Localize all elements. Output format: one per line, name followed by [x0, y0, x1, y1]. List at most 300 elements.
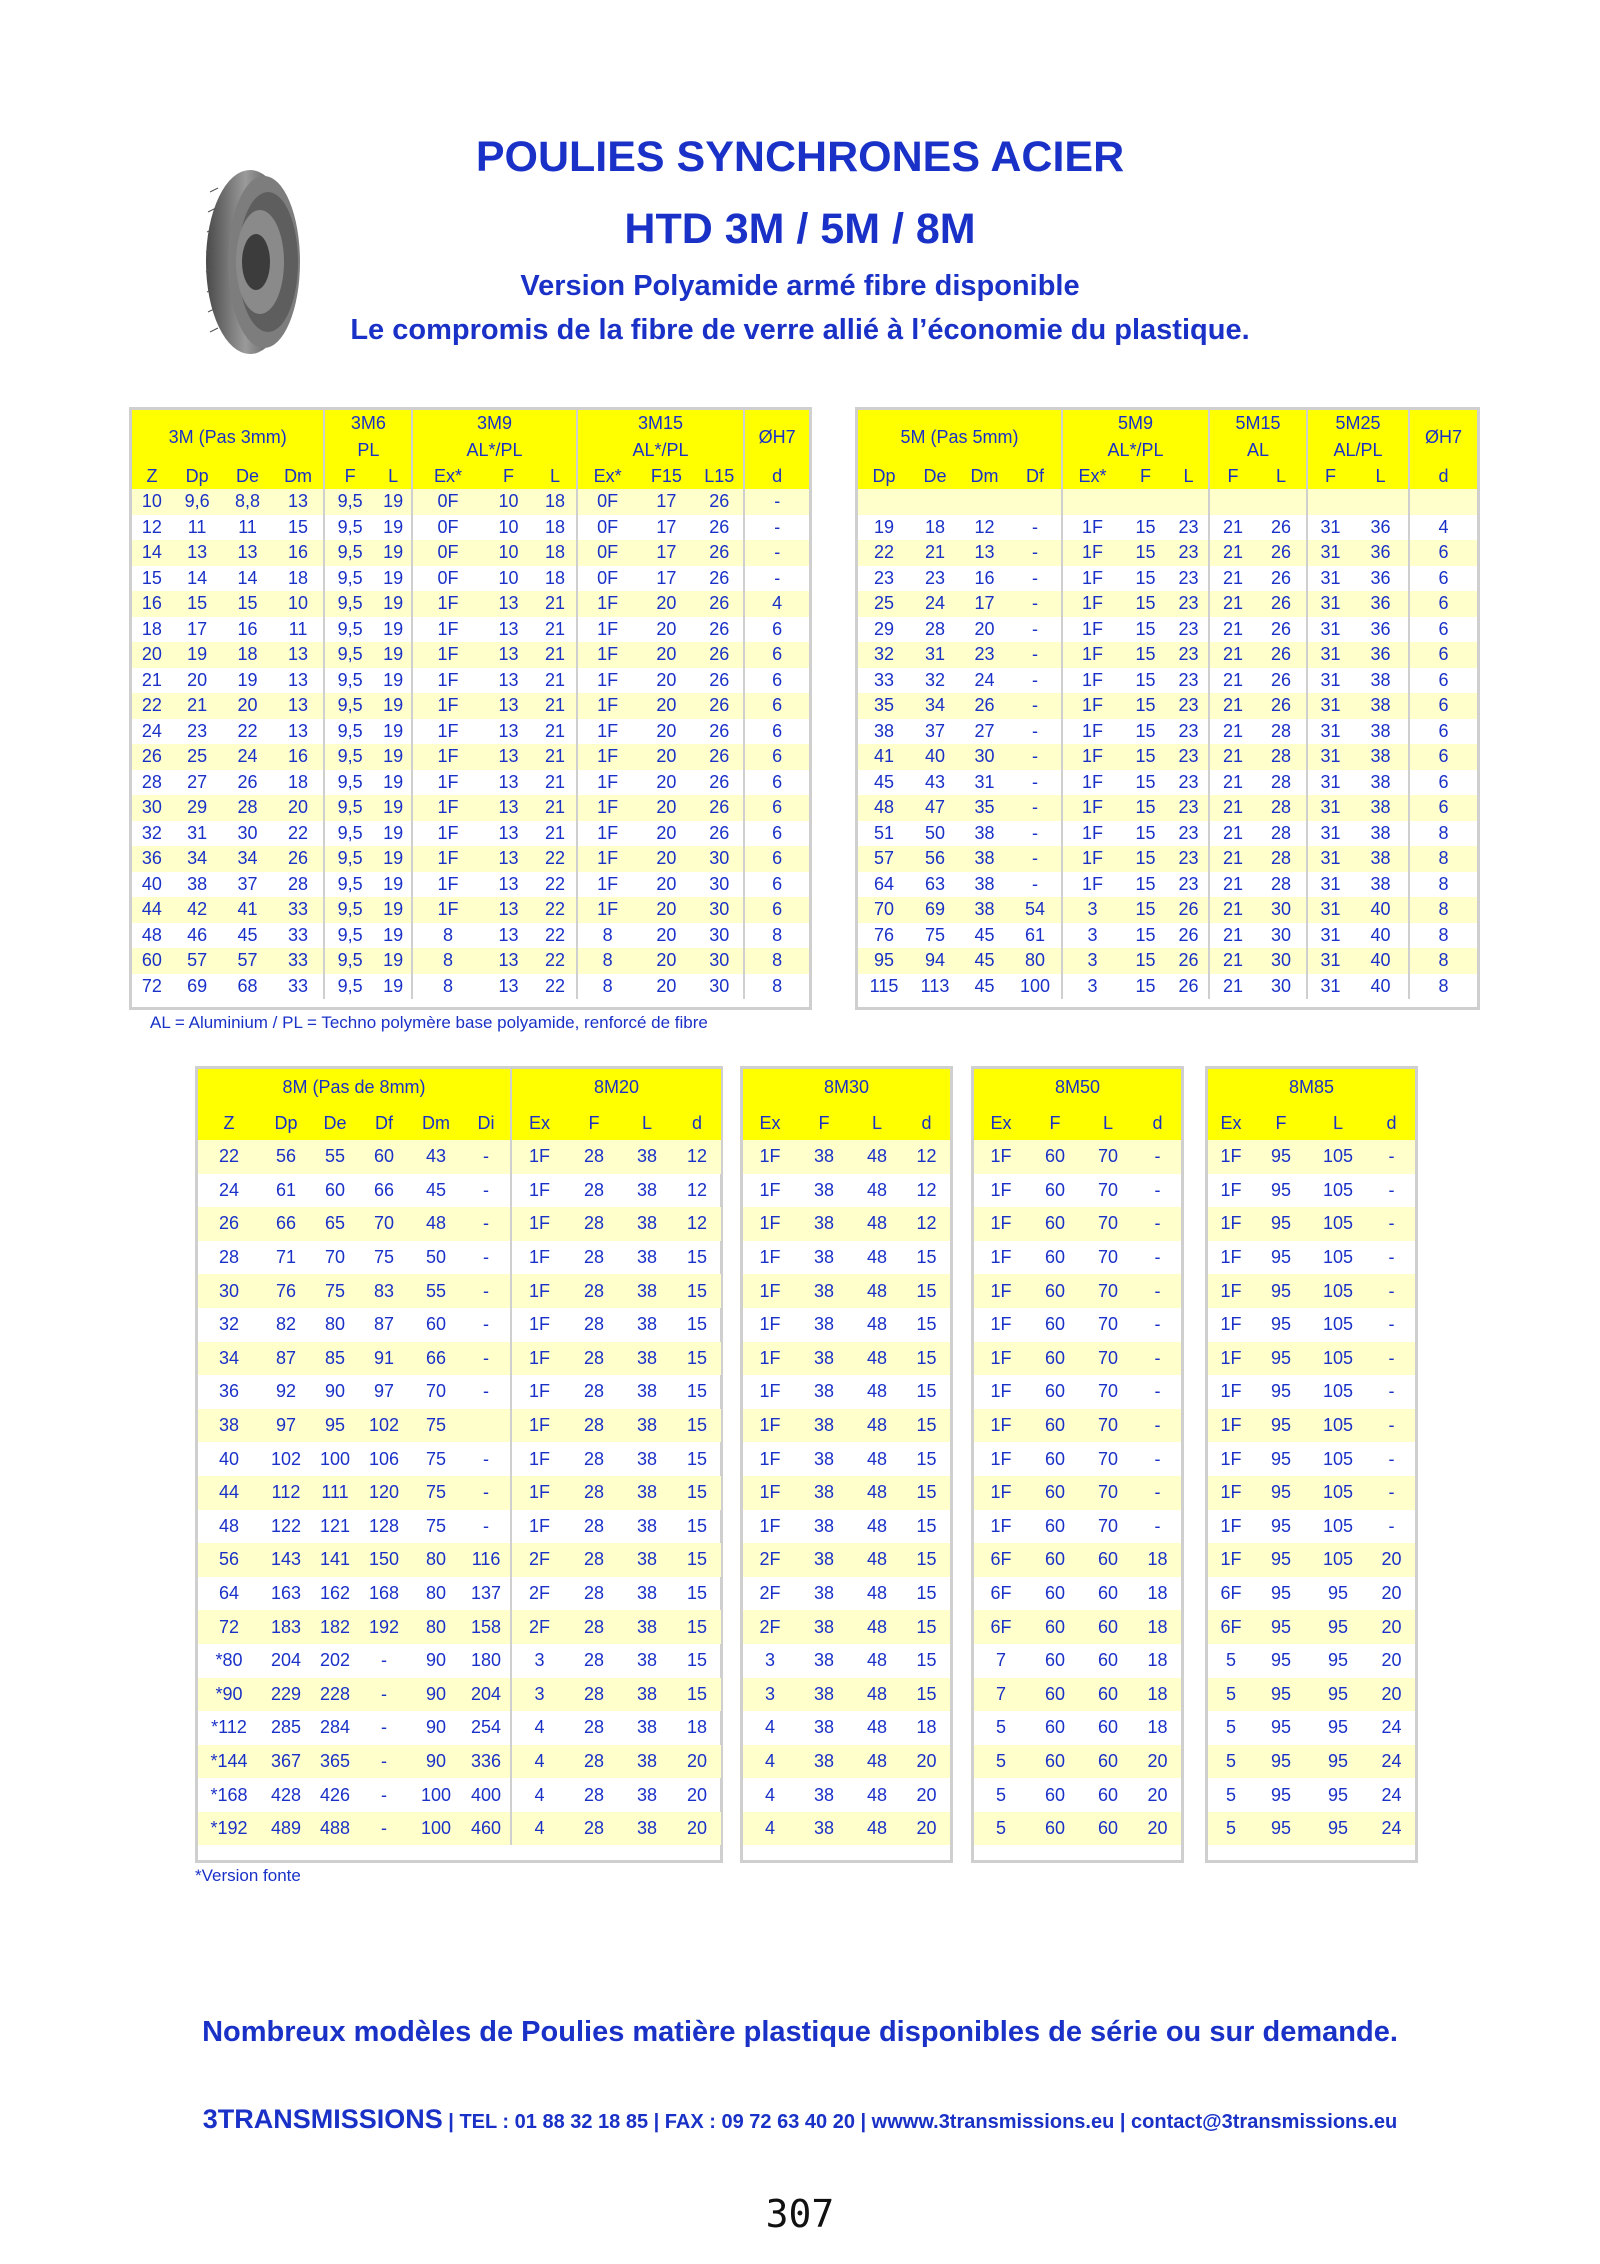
table-row	[198, 1510, 510, 1544]
table-cell: 60	[132, 948, 172, 974]
table-cell	[1353, 489, 1409, 515]
table-row	[858, 795, 1477, 821]
table-cell	[1209, 489, 1256, 515]
table-cell: 19	[383, 771, 404, 792]
table-cell: 9,5	[324, 668, 374, 694]
t5m-col-header: L	[1353, 464, 1409, 489]
table-cell: 1F	[577, 719, 638, 745]
table-cell: 10	[483, 540, 535, 566]
table-row	[974, 1174, 1181, 1208]
page-title: POULIES SYNCHRONES ACIER	[475, 133, 1125, 181]
table-row	[511, 1140, 721, 1174]
table-cell: 70	[1082, 1342, 1134, 1376]
table-cell: 180	[471, 1650, 502, 1671]
table-cell: 18	[534, 489, 576, 515]
table-cell: 32	[141, 822, 162, 843]
table-cell: 60	[1044, 1650, 1066, 1671]
table-cell: 13	[273, 693, 325, 719]
table-cell: 9,5	[324, 821, 374, 847]
table-cell: 24	[141, 720, 162, 741]
table-cell: -	[1009, 693, 1062, 719]
table-cell: 12	[974, 516, 995, 537]
table-cell: 22	[544, 975, 565, 996]
table-cell: -	[462, 1140, 510, 1174]
header-3m: 3M (Pas 3mm)	[132, 410, 324, 464]
table-cell: 21	[544, 669, 565, 690]
table-cell: 38	[1370, 669, 1391, 690]
table-cell: 1F	[759, 1448, 781, 1469]
table-cell: 48	[851, 1476, 903, 1510]
table-cell: -	[1368, 1409, 1415, 1443]
table-cell: 38	[1370, 873, 1391, 894]
table-cell: 95	[1270, 1314, 1292, 1335]
table-cell: 204	[270, 1650, 302, 1671]
table-cell: 0F	[412, 540, 482, 566]
table-cell: 40	[218, 1448, 240, 1469]
table-cell: 45	[425, 1179, 447, 1200]
t5m-col-header: F	[1122, 464, 1169, 489]
table-cell: 4	[743, 1812, 797, 1846]
table-cell: 95	[1254, 1409, 1308, 1443]
table-cell: 15	[1135, 567, 1156, 588]
table-cell: 13	[288, 720, 309, 741]
table-cell: 32	[858, 642, 910, 668]
table-cell: 0F	[577, 566, 638, 592]
table-cell: 18	[534, 540, 576, 566]
table-cell: 20	[916, 1784, 937, 1805]
table-row	[974, 1812, 1181, 1846]
table-cell: 31	[1307, 923, 1353, 949]
table-cell: 15	[903, 1610, 950, 1644]
table-cell: 20	[1381, 1583, 1402, 1604]
table-cell: 1F	[1062, 821, 1122, 847]
table-cell: 1F	[1062, 515, 1122, 541]
table-cell: 60	[1028, 1678, 1082, 1712]
t3m-col-header: F	[483, 464, 535, 489]
table-cell: 48	[866, 1650, 888, 1671]
table-cell: 8	[1409, 872, 1477, 898]
table-cell: 60	[1082, 1678, 1134, 1712]
table-row	[132, 566, 809, 592]
table-cell: 100	[1019, 975, 1051, 996]
table-cell: 21	[1209, 974, 1256, 1000]
table-row	[974, 1577, 1181, 1611]
table-cell: 1F	[1220, 1381, 1242, 1402]
table-cell: 42	[172, 897, 222, 923]
table-cell: 60	[1028, 1207, 1082, 1241]
table-cell: 150	[358, 1543, 410, 1577]
table-cell: 60	[1044, 1717, 1066, 1738]
table-cell: 26	[695, 591, 744, 617]
table-cell: 66	[373, 1179, 395, 1200]
table-cell: 14	[132, 540, 172, 566]
table-cell: -	[1368, 1476, 1415, 1510]
table-row	[858, 591, 1477, 617]
table-cell: 24	[974, 669, 995, 690]
table-cell: 15	[1135, 975, 1156, 996]
table-cell: 19	[873, 516, 895, 537]
table-cell: 21	[1209, 744, 1256, 770]
table-cell: 28	[567, 1678, 621, 1712]
t8base-col-header: Di	[462, 1106, 510, 1140]
table-cell: 38	[797, 1812, 851, 1846]
table-row	[743, 1778, 950, 1812]
table-cell: 6	[1409, 566, 1477, 592]
table-cell: 13	[960, 540, 1009, 566]
table-cell: 9,5	[324, 540, 374, 566]
bottom-banner: Nombreux modèles de Poulies matière plastique disponibles de série ou sur demande.	[202, 2016, 1398, 2048]
table-cell: 26	[1169, 948, 1209, 974]
table-cell: 38	[813, 1314, 835, 1335]
table-cell: 19	[375, 744, 413, 770]
table-cell: 6	[744, 846, 809, 872]
table-cell: 61	[1024, 924, 1046, 945]
table-row	[132, 719, 809, 745]
table-cell: 1F	[511, 1174, 567, 1208]
table-cell: 23	[1169, 591, 1209, 617]
table-cell: 158	[462, 1610, 510, 1644]
table-cell: -	[1154, 1179, 1161, 1200]
table-cell: 29	[172, 795, 222, 821]
table-row	[198, 1812, 510, 1846]
table-cell: 6	[744, 719, 809, 745]
table-cell: 15	[916, 1583, 937, 1604]
table-8m50	[974, 1069, 1181, 1845]
table-cell: 34	[222, 846, 272, 872]
table-cell: 38	[813, 1650, 835, 1671]
table-cell: 9,5	[324, 642, 374, 668]
table-cell: 18	[1147, 1717, 1168, 1738]
table-cell: 15	[673, 1543, 721, 1577]
sub-5m15: AL	[1209, 437, 1307, 464]
table-cell: 75	[924, 924, 946, 945]
table-cell: 57	[222, 948, 272, 974]
table-cell: 1F	[1062, 642, 1122, 668]
table-cell: 26	[1271, 618, 1292, 639]
table-cell: 15	[687, 1247, 708, 1268]
table-cell: 1F	[577, 744, 638, 770]
table-cell: 30	[695, 846, 744, 872]
table-cell	[1256, 489, 1307, 515]
table-cell: 46	[187, 924, 208, 945]
t8m30-col-header: L	[851, 1106, 903, 1140]
table-cell: 1F	[1062, 795, 1122, 821]
table-cell: 19	[375, 489, 413, 515]
version-line: Version Polyamide armé fibre disponible	[520, 270, 1080, 302]
table-cell: 17	[656, 516, 677, 537]
table-cell: 6F	[974, 1543, 1028, 1577]
table-cell: 21	[1209, 948, 1256, 974]
table-cell: 36	[132, 846, 172, 872]
table-row	[132, 770, 809, 796]
table-cell: 20	[656, 771, 677, 792]
table-cell: 15	[916, 1314, 937, 1335]
table-cell: 75	[410, 1476, 462, 1510]
table-row	[132, 795, 809, 821]
table-cell: 20	[638, 897, 695, 923]
table-row	[1208, 1409, 1415, 1443]
table-cell: 66	[260, 1207, 312, 1241]
table-cell: 13	[483, 897, 535, 923]
table-cell: 80	[410, 1610, 462, 1644]
table-cell	[1062, 489, 1122, 515]
table-cell: 28	[583, 1515, 605, 1536]
table-cell: 95	[1308, 1812, 1368, 1846]
table-cell: 27	[974, 720, 995, 741]
table-row	[858, 948, 1477, 974]
table-cell: -	[483, 1247, 490, 1268]
table-cell: 64	[218, 1583, 240, 1604]
table-cell: 18	[924, 516, 946, 537]
table-cell: 24	[1368, 1745, 1415, 1779]
table-cell: 6	[744, 744, 809, 770]
table-cell: 15	[1122, 642, 1169, 668]
table-cell: 12	[687, 1179, 708, 1200]
table-cell: -	[1154, 1448, 1161, 1469]
table-cell: 10	[498, 516, 519, 537]
table-cell: 26	[1271, 669, 1292, 690]
table-cell: 38	[797, 1543, 851, 1577]
table-cell: 22	[237, 720, 258, 741]
table-cell: 13	[222, 540, 272, 566]
table-cell: 48	[851, 1409, 903, 1443]
table-cell: 4	[764, 1717, 775, 1738]
table-cell: 64	[873, 873, 895, 894]
table-cell: 23	[1178, 873, 1199, 894]
table-cell: 37	[237, 873, 258, 894]
table-cell: 21	[1209, 591, 1256, 617]
table-cell: 28	[567, 1745, 621, 1779]
table-cell: 38	[636, 1247, 658, 1268]
table-cell: -	[1032, 669, 1038, 690]
table-cell: 19	[172, 642, 222, 668]
table-cell: 6	[1409, 591, 1477, 617]
table-row	[974, 1274, 1181, 1308]
table-cell: -	[381, 1784, 387, 1805]
table-cell: 5	[974, 1812, 1028, 1846]
table-cell: 95	[1254, 1207, 1308, 1241]
table-cell: 20	[974, 618, 995, 639]
table-cell: 26	[1256, 540, 1307, 566]
table-cell: 60	[425, 1314, 447, 1335]
table-cell: 2F	[511, 1610, 567, 1644]
table-cell: 15	[673, 1274, 721, 1308]
table-cell: 23	[1178, 567, 1199, 588]
table-cell: 9,5	[324, 923, 374, 949]
table-cell: 102	[270, 1448, 302, 1469]
table-cell: 95	[1270, 1247, 1292, 1268]
table-cell: 16	[132, 591, 172, 617]
table-cell: 38	[636, 1650, 658, 1671]
table-cell: 4	[743, 1745, 797, 1779]
table-cell: -	[1134, 1274, 1181, 1308]
table-cell: -	[1032, 618, 1038, 639]
table-cell: 22	[534, 897, 576, 923]
table-row	[974, 1543, 1181, 1577]
table-cell: 8	[744, 974, 809, 1000]
table-cell: 19	[383, 975, 404, 996]
table-row	[198, 1778, 510, 1812]
table-cell: 95	[1270, 1583, 1292, 1604]
table-row	[743, 1241, 950, 1275]
table-cell: 20	[903, 1745, 950, 1779]
table-cell: 20	[638, 744, 695, 770]
tagline: Le compromis de la fibre de verre allié à l’économie du plastique.	[350, 314, 1250, 346]
table-cell: 122	[270, 1515, 302, 1536]
table-cell: 95	[1308, 1610, 1368, 1644]
sub-3m6: PL	[324, 437, 412, 464]
table-cell: 21	[1209, 872, 1256, 898]
table-cell: 15	[1135, 771, 1156, 792]
table-cell: 38	[1370, 771, 1391, 792]
table-row	[974, 1308, 1181, 1342]
table-cell: 21	[1209, 897, 1256, 923]
table-cell: -	[462, 1476, 510, 1510]
table-cell: 5	[1208, 1678, 1254, 1712]
table-cell: 2F	[743, 1543, 797, 1577]
table-cell: 38	[813, 1179, 835, 1200]
table-cell: 31	[1307, 897, 1353, 923]
table-cell: 1F	[759, 1247, 781, 1268]
t8m30-col-header: d	[903, 1106, 950, 1140]
table-cell: 70	[1097, 1179, 1119, 1200]
table-cell: -	[1388, 1381, 1395, 1402]
t5m-col-header: L	[1169, 464, 1209, 489]
table-cell: 56	[198, 1543, 260, 1577]
table-cell: 94	[910, 948, 960, 974]
table-cell: 0F	[412, 515, 482, 541]
table-cell: 15	[916, 1381, 937, 1402]
table-row	[858, 821, 1477, 847]
table-cell: 5	[1225, 1717, 1236, 1738]
table-row	[132, 642, 809, 668]
table-cell: 19	[383, 567, 404, 588]
cast-iron-note: *Version fonte	[195, 1866, 301, 1885]
table-cell: 26	[1256, 642, 1307, 668]
table-cell: -	[1154, 1314, 1161, 1335]
table-cell: 1F	[1220, 1448, 1242, 1469]
table-cell: 489	[260, 1812, 312, 1846]
table-row	[743, 1711, 950, 1745]
table-cell: 23	[1178, 822, 1199, 843]
table-cell: 76	[873, 924, 895, 945]
table-cell: 28	[567, 1543, 621, 1577]
table-cell: 168	[368, 1583, 400, 1604]
table-cell: 28	[567, 1342, 621, 1376]
table-cell: 15	[1122, 846, 1169, 872]
table-cell: 10	[498, 567, 519, 588]
table-cell: 26	[1256, 693, 1307, 719]
t8m20-col-header: L	[621, 1106, 673, 1140]
table-cell: 1F	[1062, 566, 1122, 592]
table-cell: 1F	[511, 1342, 567, 1376]
t3m-col-header: De	[222, 464, 272, 489]
table-cell: 20	[638, 795, 695, 821]
table-cell: 91	[358, 1342, 410, 1376]
table-cell: 50	[425, 1247, 447, 1268]
table-cell: 1F	[511, 1274, 567, 1308]
table-cell: 1F	[412, 668, 482, 694]
table-cell: 95	[1254, 1812, 1308, 1846]
table-cell: 24	[218, 1179, 240, 1200]
table-cell: -	[1032, 720, 1038, 741]
table-cell: 95	[1254, 1342, 1308, 1376]
table-cell: 18	[1147, 1583, 1168, 1604]
table-cell: 202	[319, 1650, 351, 1671]
table-row	[198, 1174, 510, 1208]
table-cell: 28	[583, 1717, 605, 1738]
table-row	[743, 1140, 950, 1174]
table-cell: 35	[858, 693, 910, 719]
table-row	[132, 923, 809, 949]
table-cell: 38	[813, 1381, 835, 1402]
table-cell: 6	[744, 770, 809, 796]
table-cell: 19	[383, 516, 404, 537]
table-cell: 0F	[577, 489, 638, 515]
table-cell: 19	[383, 924, 404, 945]
table-cell: 70	[1097, 1314, 1119, 1335]
table-row	[132, 591, 809, 617]
table-cell: 60	[1028, 1274, 1082, 1308]
table-cell: -	[1388, 1179, 1395, 1200]
table-row	[511, 1342, 721, 1376]
table-cell: 488	[312, 1812, 358, 1846]
table-cell: 1F	[1062, 540, 1122, 566]
table-cell: 80	[324, 1314, 346, 1335]
table-cell: 27	[187, 771, 208, 792]
table-row	[743, 1174, 950, 1208]
table-cell: 60	[1082, 1610, 1134, 1644]
table-cell: 1F	[577, 693, 638, 719]
table-cell: 24	[1381, 1784, 1402, 1805]
table-cell: 18	[1147, 1650, 1168, 1671]
table-cell: 33	[273, 897, 325, 923]
table-cell: 19	[375, 846, 413, 872]
table-row	[198, 1577, 510, 1611]
table-cell: 43	[924, 771, 946, 792]
table-cell: 23	[187, 720, 208, 741]
table-cell: 75	[425, 1448, 447, 1469]
table-cell: 20	[656, 873, 677, 894]
table-row	[1208, 1510, 1415, 1544]
table-cell: 23	[1169, 693, 1209, 719]
table-cell: 19	[375, 948, 413, 974]
table-cell: 26	[709, 567, 730, 588]
t8m30-col-header: Ex	[743, 1106, 797, 1140]
table-row	[132, 693, 809, 719]
table-row	[132, 846, 809, 872]
table-cell: 143	[260, 1543, 312, 1577]
table-cell: 60	[1097, 1717, 1119, 1738]
table-cell: 105	[1308, 1476, 1368, 1510]
table-cell: 1F	[1062, 744, 1122, 770]
table-cell: 1F	[1062, 872, 1122, 898]
table-cell: 28	[583, 1650, 605, 1671]
table-cell: 15	[916, 1247, 937, 1268]
table-cell: 19	[375, 795, 413, 821]
table-row	[974, 1442, 1181, 1476]
table-cell: 6	[744, 693, 809, 719]
table-cell: 23	[1169, 540, 1209, 566]
table-cell: 19	[375, 591, 413, 617]
table-cell: 1F	[1208, 1543, 1254, 1577]
table-row	[511, 1778, 721, 1812]
table-cell: 38	[1353, 744, 1409, 770]
table-cell: 20	[1381, 1650, 1402, 1671]
table-5m	[858, 410, 1477, 999]
table-cell: 26	[709, 822, 730, 843]
t8m85-col-header: F	[1254, 1106, 1308, 1140]
